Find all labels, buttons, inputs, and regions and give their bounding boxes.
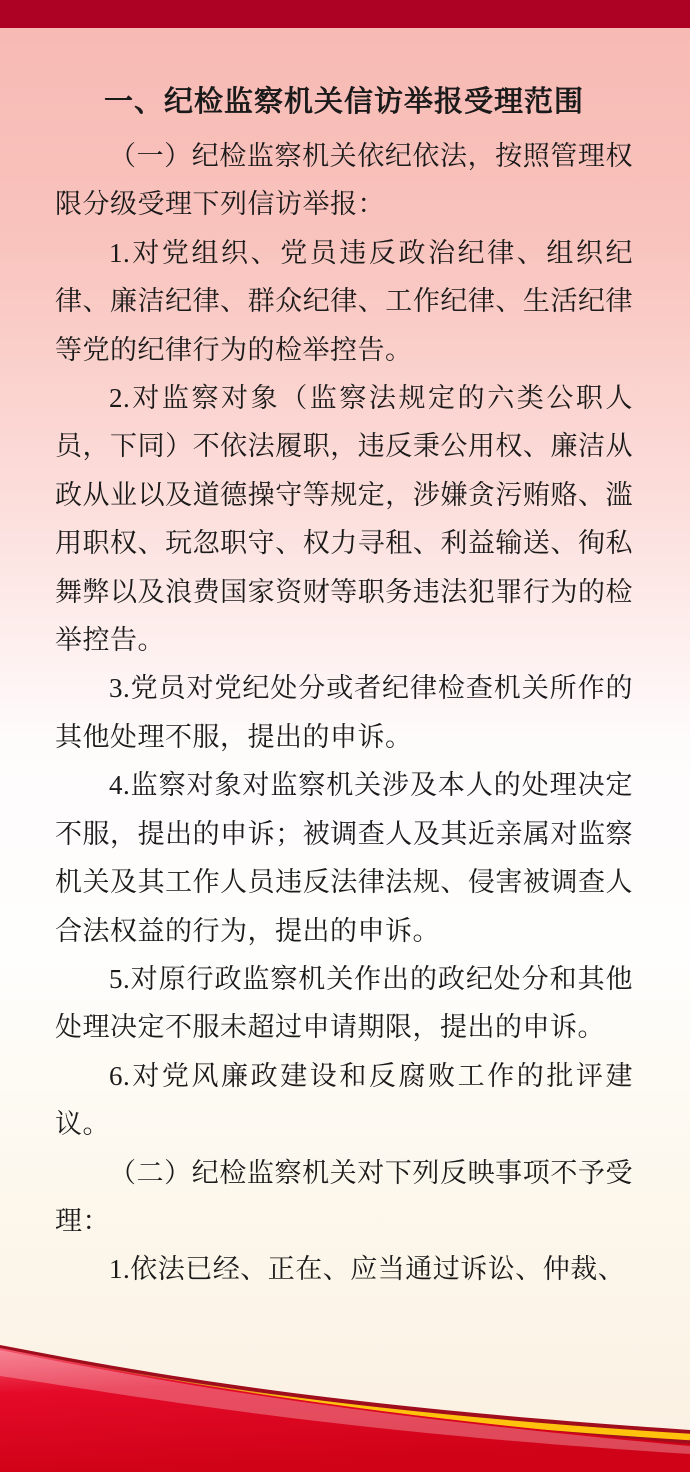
paragraph-section-2-intro: （二）纪检监察机关对下列反映事项不予受理： [55,1157,633,1236]
document-content [55,80,633,1294]
bottom-ribbon-graphic [0,1330,690,1472]
paragraph-section-1-intro: （一）纪检监察机关依纪依法，按照管理权限分级受理下列信访举报： [55,141,633,220]
paragraph-item-5: 5.对原行政监察机关作出的政纪处分和其他处理决定不服未超过申请期限，提出的申诉。 [55,963,633,1043]
paragraph-item-3: 3.党员对党纪处分或者纪律检查机关所作的其他处理不服，提出的申诉。 [55,673,633,752]
paragraph-section-2-item-1: 1.依法已经、正在、应当通过诉讼、仲裁、 [109,1254,626,1285]
page-title: 一、纪检监察机关信访举报受理范围 [103,86,584,118]
document-body [55,132,633,1294]
top-red-banner [0,0,690,28]
paragraph-item-4: 4.监察对象对监察机关涉及本人的处理决定不服，提出的申诉；被调查人及其近亲属对监察机关及其工作人员违反法律法规、侵害被调查人合法权益的行为，提出的申诉。 [55,770,633,946]
paragraph-item-1: 1.对党组织、党员违反政治纪律、组织纪律、廉洁纪律、群众纪律、工作纪律、生活纪律等党的纪律行为的检举控告。 [55,237,633,365]
paragraph-item-6: 6.对党风廉政建设和反腐败工作的批评建议。 [55,1060,633,1140]
paragraph-item-2: 2.对监察对象（监察法规定的六类公职人员，下同）不依法履职，违反秉公用权、廉洁从政从业以及道德操守等规定，涉嫌贪污贿赂、滥用职权、玩忽职守、权力寻租、利益输送、徇私舞弊以及浪费国家资财等职务违法犯罪行为的检举控告。 [55,383,633,656]
